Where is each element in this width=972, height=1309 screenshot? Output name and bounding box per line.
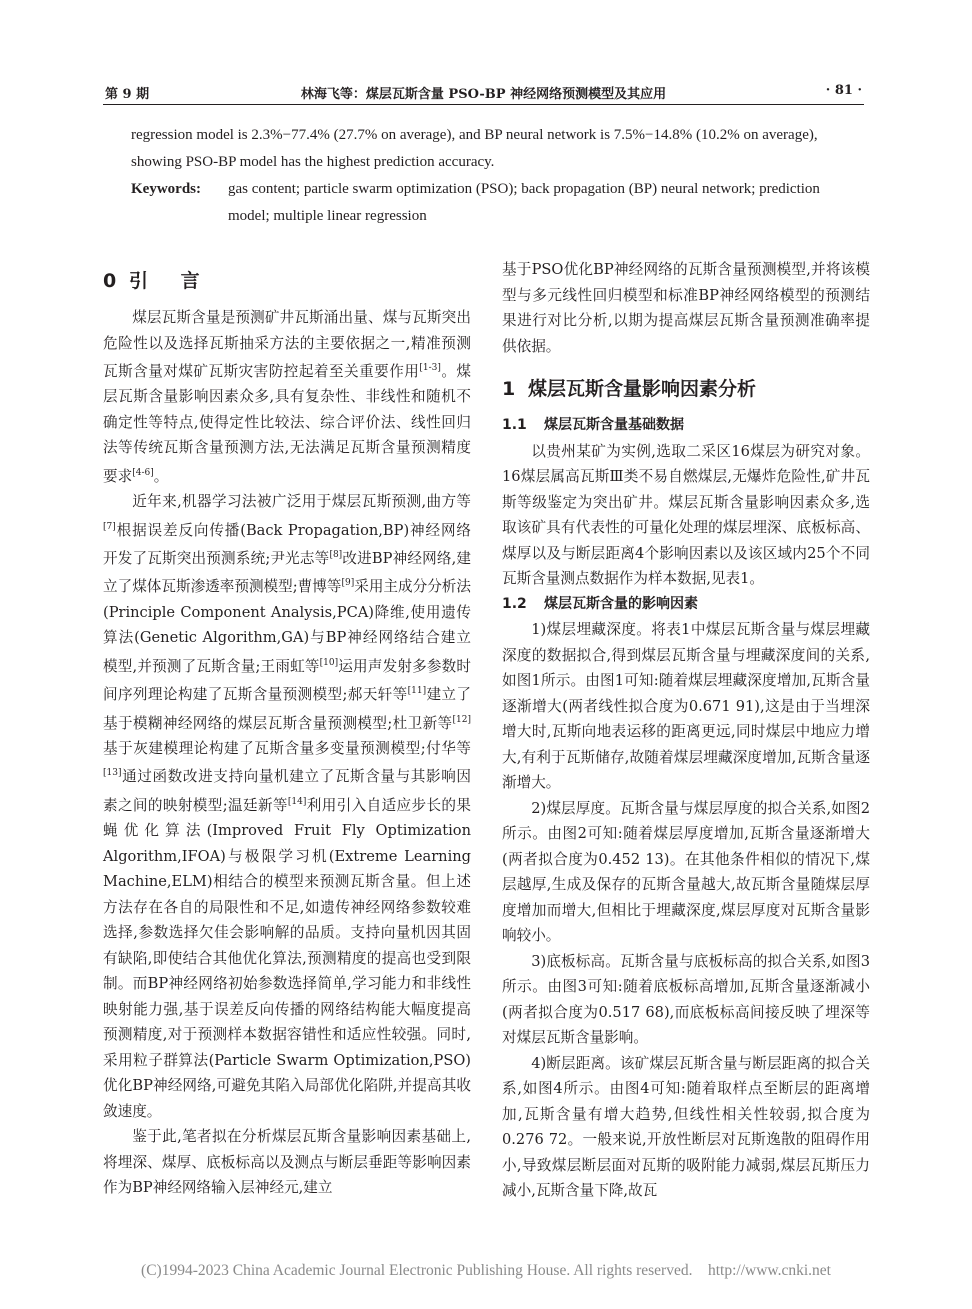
section-number: 0 — [103, 270, 117, 292]
intro-paragraph-2: 近年来,机器学习法被广泛用于煤层瓦斯预测,曲方等[7]根据误差反向传播(Back Propagation,BP)神经网络开发了瓦斯突出预测系统;尹光志等[8]改进BP神经网络,建立了煤体瓦斯渗透率预测模型;曹博等[9]采用主成分分析法(Principle Component Analysis,PCA)降维,使用遗传算法(Genetic Algorithm,GA)与BP神经网络结合建立模型,并预测了瓦斯含量;王雨虹等[10]运用声发射多参数时间序列理论构建了瓦斯含量预测模型;郝天轩等[11]建立了基于模糊神经网络的煤层瓦斯含量预测模型;杜卫新等[12]基于灰建模理论构建了瓦斯含量多变量预测模型;付华等[13]通过函数改进支持向量机建立了瓦斯含量与其影响因素之间的映射模型;温廷新等[14]利用引入自适应步长的果蝇优化算法(Improved Fruit Fly Optimization Algorithm,IFOA)与极限学习机(Extreme Learning Machine,ELM)相结合的模型来预测瓦斯含量。但上述方法存在各自的局限性和不足,如遗传神经网络参数较难选择,参数选择欠佳会影响解的品质。支持向量机因其固有缺陷,即使结合其他优化算法,预测精度的提高也受到限制。而BP神经网络初始参数选择简单,学习能力和非线性映射能力强,基于误差反向传播的网络结构能大幅度提高预测精度,对于预测样本数据容错性和适应性较强。同时,采用粒子群算法(Particle Swarm Optimization,PSO)优化BP神经网络,可避免其陷入局部优化陷阱,并提高其收敛速度。 — [103, 493, 471, 1120]
section-heading-1 — [502, 369, 870, 409]
factor-seam-thickness: 2)煤层厚度。瓦斯含量与煤层厚度的拟合关系,如图2所示。由图2可知:随着煤层厚度增加,瓦斯含量逐渐增大(两者拟合度为0.452 13)。在其他条件相似的情况下,煤层越厚,生成及保存的瓦斯含量越大,故瓦斯含量随煤层厚度增加而增大,但相比于埋藏深度,煤层厚度对瓦斯含量影响较小。 — [502, 799, 870, 944]
subsection-title: 煤层瓦斯含量的影响因素 — [544, 595, 698, 612]
basic-data-paragraph: 以贵州某矿为实例,选取二采区16煤层为研究对象。16煤层属高瓦斯Ⅲ类不易自燃煤层,无爆炸危险性,矿井瓦斯等级鉴定为突出矿井。煤层瓦斯含量影响因素众多,选取该矿具有代表性的可量化处理的煤层埋深、底板标高、煤厚以及与断层距离4个影响因素以及该区域内25个不同瓦斯含量测点数据作为样本数据,见表1。 — [502, 442, 870, 587]
citation: [1-3] — [419, 363, 441, 373]
copyright-text: (C)1994-2023 China Academic Journal Electronic Publishing House. All rights reserved. — [141, 1262, 693, 1279]
keywords-list: gas content; particle swarm optimization (PSO); back propagation (BP) neural network; prediction model; multiple linear regression — [228, 181, 820, 224]
cnki-url: http://www.cnki.net — [707, 1262, 831, 1279]
subsection-title: 煤层瓦斯含量基础数据 — [544, 417, 684, 433]
citation: [8] — [329, 550, 343, 561]
page-number: · 81 · — [825, 83, 862, 98]
citation: [12] — [452, 714, 471, 725]
continued-paragraph: 基于PSO优化BP神经网络的瓦斯含量预测模型,并将该模型与多元线性回归模型和标准BP神经网络模型的预测结果进行对比分析,以期为提高煤层瓦斯含量预测准确率提供依据。 — [502, 261, 870, 355]
section-number: 1 — [502, 378, 516, 400]
subsection-number: 1.2 — [502, 595, 527, 612]
factor-burial-depth: 1)煤层埋藏深度。将表1中煤层瓦斯含量与煤层埋藏深度的数据拟合,得到煤层瓦斯含量与埋藏深度间的关系,如图1所示。由图1可知:随着煤层埋藏深度增加,瓦斯含量逐渐增大(两者线性拟合度为0.671 91),这是由于当埋深增大时,瓦斯向地表运移的距离更远,同时煤层中地应力增大,有利于瓦斯储存,故随着煤层埋藏深度增加,瓦斯含量逐渐增大。 — [502, 621, 870, 791]
citation: [14] — [287, 796, 307, 807]
running-header — [103, 80, 864, 105]
citation: [10] — [319, 657, 339, 668]
intro-paragraph-1: 煤层瓦斯含量是预测矿井瓦斯涌出量、煤与瓦斯突出危险性以及选择瓦斯抽采方法的主要依据之一,精准预测瓦斯含量对煤矿瓦斯灾害防控起着至关重要作用[1-3]。煤层瓦斯含量影响因素众多,具有复杂性、非线性和随机不确定性等特点,使得定性比较法、综合评价法、线性回归法等传统瓦斯含量预测方法,无法满足瓦斯含量预测精度要求[4-6]。 — [103, 309, 471, 485]
citation: [9] — [341, 578, 355, 589]
factor-fault-distance: 4)断层距离。该矿煤层瓦斯含量与断层距离的拟合关系,如图4所示。由图4可知:随着取样点至断层的距离增加,瓦斯含量有增大趋势,但线性相关性较弱,拟合度为0.276 72。一般来说,开放性断层对瓦斯逸散的阻碍作用小,导致煤层断层面对瓦斯的吸附能力减弱,煤层瓦斯压力减小,瓦斯含量下降,故瓦 — [502, 1054, 870, 1199]
subsection-number: 1.1 — [502, 417, 527, 433]
left-column — [103, 257, 471, 1201]
section-heading-intro — [103, 261, 471, 301]
keywords-row — [131, 176, 846, 230]
subsection-heading-1-1 — [502, 413, 870, 439]
section-title: 引 言 — [129, 270, 213, 292]
citation: [7] — [103, 521, 116, 532]
issue-number: 第 9 期 — [105, 87, 150, 102]
subsection-heading-1-2 — [502, 592, 870, 618]
citation: [4-6] — [132, 467, 154, 478]
abstract-text: regression model is 2.3%−77.4% (27.7% on average), and BP neural network is 7.5%−14.8% (10.2% on average), showing PSO-BP model has the highest prediction accuracy. — [131, 127, 818, 170]
keywords-label: Keywords: — [131, 181, 201, 197]
section-title: 煤层瓦斯含量影响因素分析 — [528, 378, 757, 400]
right-column — [502, 257, 870, 1204]
abstract-block — [131, 122, 846, 230]
citation: [13] — [103, 768, 122, 779]
factor-floor-elevation: 3)底板标高。瓦斯含量与底板标高的拟合关系,如图3所示。由图3可知:随着底板标高增加,瓦斯含量逐渐减小(两者拟合度为0.517 68),而底板标高间接反映了埋深等对煤层瓦斯含量影响。 — [502, 952, 870, 1046]
intro-paragraph-3: 鉴于此,笔者拟在分析煤层瓦斯含量影响因素基础上,将埋深、煤厚、底板标高以及测点与断层垂距等影响因素作为BP神经网络输入层神经元,建立 — [103, 1128, 471, 1197]
running-title: 林海飞等：煤层瓦斯含量 PSO-BP 神经网络预测模型及其应用 — [300, 87, 667, 102]
copyright-footer — [10, 1262, 962, 1280]
citation: [11] — [407, 686, 427, 697]
